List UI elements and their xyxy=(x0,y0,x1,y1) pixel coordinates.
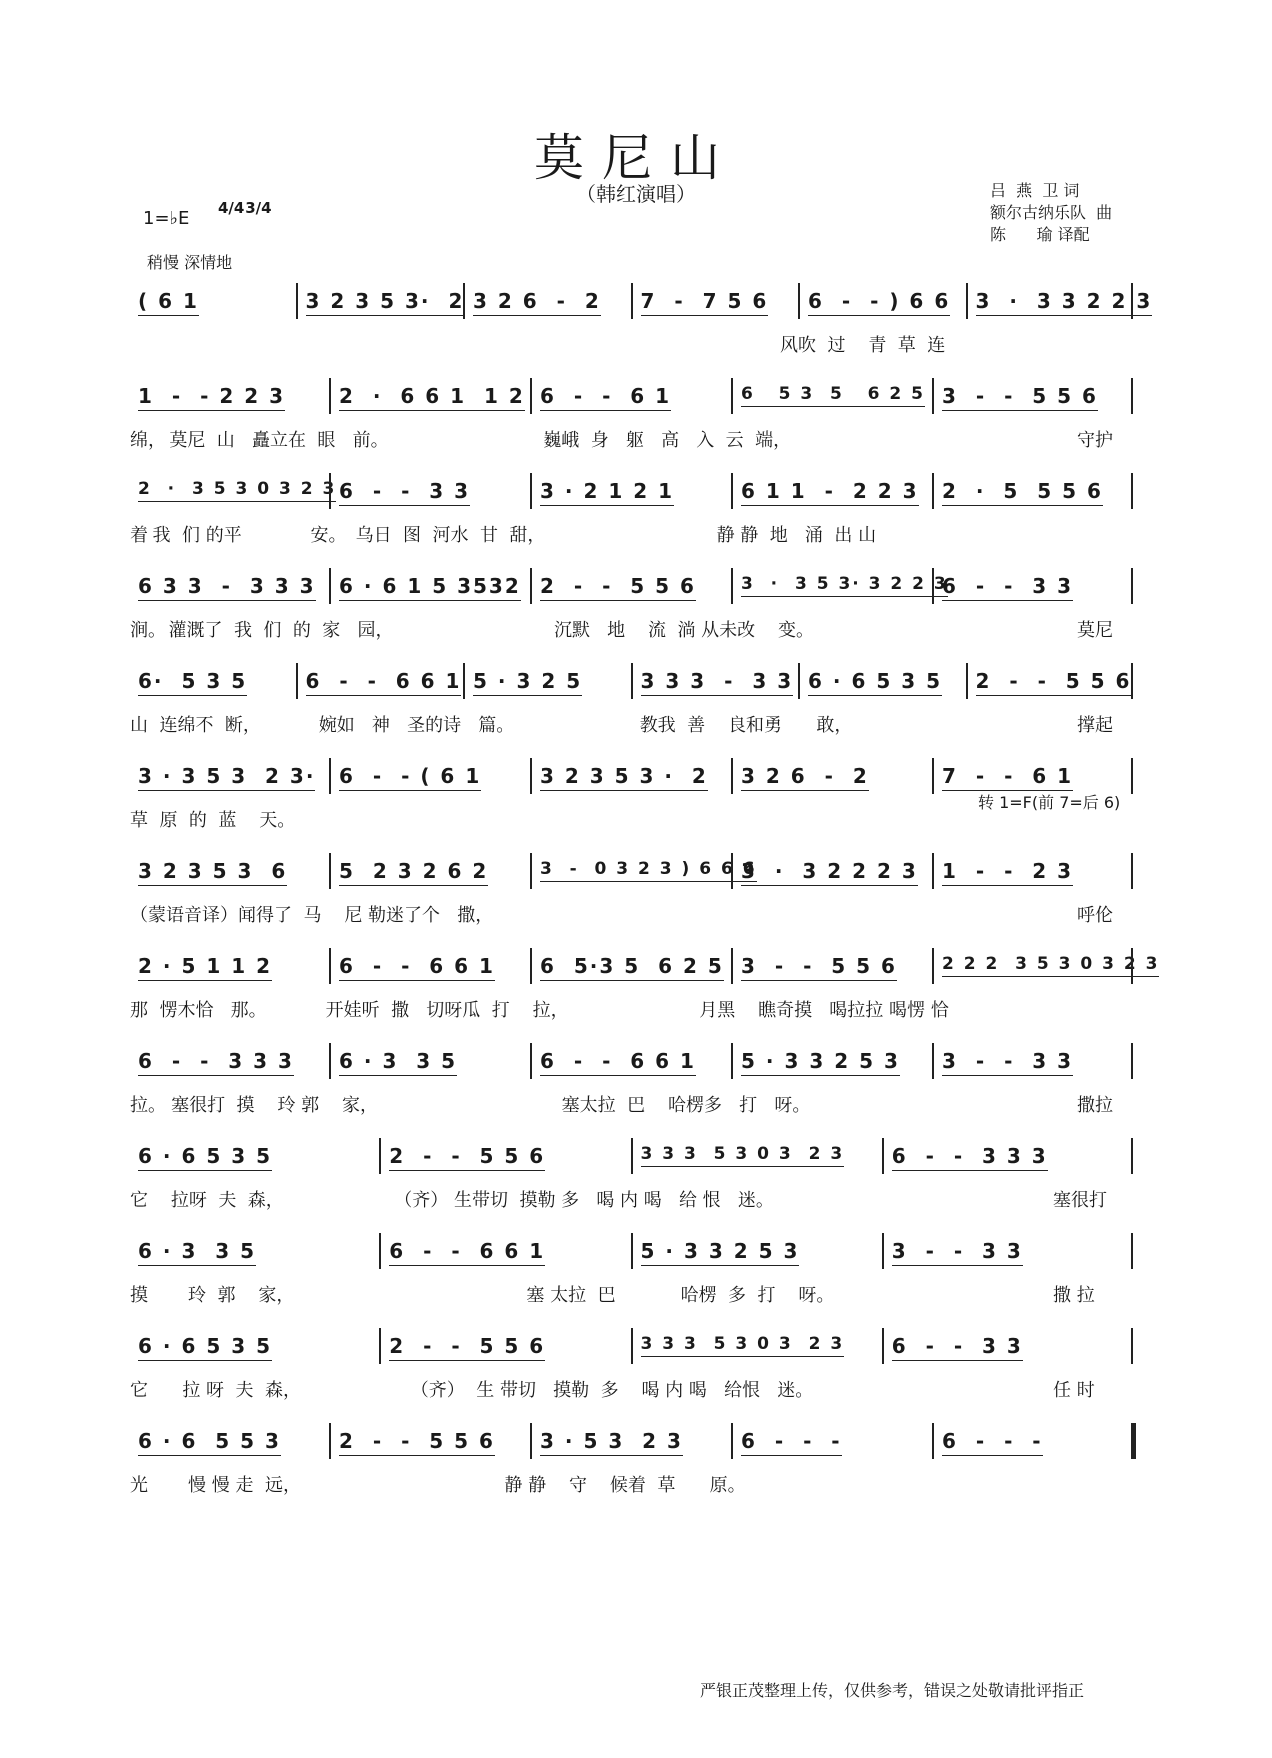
lyric-segment: 绵， xyxy=(130,430,166,451)
measure: 6 · 6 5 3 5 xyxy=(138,1144,272,1171)
measure: 6 · 3 3 5 xyxy=(138,1239,256,1266)
lyric-segment: 山 连绵不 断， xyxy=(130,715,261,736)
barline xyxy=(932,853,934,889)
measure: 3 2 3 5 3 · 2 xyxy=(540,764,708,791)
lyric-segment: 灌溉了 我 们 的 家 园， xyxy=(168,620,394,641)
lyric-segment: 撒 拉 xyxy=(1053,1285,1095,1306)
score-system xyxy=(130,473,1135,553)
barline xyxy=(530,473,532,509)
barline xyxy=(1131,473,1133,509)
modulation-marking: 转 1=F(前 7=后 6) xyxy=(978,793,1121,812)
lyric-segment: （蒙语音译）闻得了 马 尼 勒迷了个 撒， xyxy=(130,905,494,926)
barline xyxy=(731,853,733,889)
measure: 3 3 3 5 3 0 3 2 3 xyxy=(641,1144,845,1167)
time-signature-2: 3/4 xyxy=(245,199,272,217)
lyrics-row xyxy=(130,426,1135,452)
measure: 6 · 3 3 5 xyxy=(339,1049,457,1076)
measure: 3 - - 5 5 6 xyxy=(942,384,1098,411)
measure: 6 5·3 5 6 2 5 xyxy=(540,954,724,981)
barline xyxy=(731,378,733,414)
measure: 6 - - - xyxy=(942,1429,1043,1456)
barline xyxy=(882,1328,884,1364)
barline xyxy=(530,1423,532,1459)
notes-row xyxy=(130,1328,1135,1366)
notes-row xyxy=(130,1138,1135,1176)
measure: 5 · 3 3 2 5 3 xyxy=(741,1049,900,1076)
credits xyxy=(990,180,1112,246)
measure: 3 - - 3 3 xyxy=(942,1049,1073,1076)
barline xyxy=(966,283,968,319)
measure: 6 - - 3 3 3 xyxy=(892,1144,1048,1171)
measure: 6 - - ) 6 6 xyxy=(808,289,950,316)
barline xyxy=(731,568,733,604)
notes-row xyxy=(130,853,1135,891)
barline xyxy=(379,1138,381,1174)
barline xyxy=(631,1138,633,1174)
measure: 6 · 6 1 5 3532 xyxy=(339,574,521,601)
barline xyxy=(329,1043,331,1079)
measure: 7 - 7 5 6 xyxy=(641,289,769,316)
lyrics-row xyxy=(130,521,1135,547)
notes-row xyxy=(130,1233,1135,1271)
barline xyxy=(1131,1423,1136,1459)
measure: 2 · 5 1 1 2 xyxy=(138,954,272,981)
measure: 2 - - 5 5 6 xyxy=(540,574,696,601)
barline xyxy=(530,378,532,414)
lyric-segment: 安。 xyxy=(310,525,347,546)
barline xyxy=(329,473,331,509)
measure: 2 · 3 5 3 0 3 2 3 xyxy=(138,479,336,502)
measure: 6 · 6 5 3 5 xyxy=(138,1334,272,1361)
barline xyxy=(296,663,298,699)
barline xyxy=(1131,853,1133,889)
lyrics-row xyxy=(130,616,1135,642)
barline xyxy=(882,1138,884,1174)
barline xyxy=(530,568,532,604)
lyric-segment: 任 时 xyxy=(1053,1380,1095,1401)
score-system xyxy=(130,283,1153,363)
lyric-segment: 静 静 地 涌 出 山 xyxy=(716,525,877,546)
measure: 6 - - 3 3 3 xyxy=(138,1049,294,1076)
lyric-segment: 莫尼 xyxy=(1077,620,1113,641)
measure: 3 - - 3 3 xyxy=(892,1239,1023,1266)
measure: 6 - - 6 1 xyxy=(540,384,671,411)
notes-row xyxy=(130,568,1135,606)
score-system xyxy=(130,1233,1135,1313)
lyric-segment: 开娃听 撒 切呀瓜 打 拉， xyxy=(325,1000,569,1021)
lyric-segment: 沉默 地 流 淌 从未改 变。 xyxy=(553,620,815,641)
lyric-segment: 光 慢 慢 走 远， xyxy=(130,1475,301,1496)
lyric-segment: （齐） 生带切 摸勒 多 喝 内 喝 给 恨 迷。 xyxy=(394,1190,774,1211)
barline xyxy=(731,473,733,509)
measure: 6 5 3 5 6 2 5 xyxy=(741,384,925,407)
barline xyxy=(463,283,465,319)
notes-row xyxy=(130,948,1160,986)
lyric-segment: 摸 玲 郭 家， xyxy=(130,1285,295,1306)
barline xyxy=(329,758,331,794)
barline xyxy=(631,663,633,699)
barline xyxy=(882,1233,884,1269)
measure: 6 - - 3 3 xyxy=(942,574,1073,601)
barline xyxy=(329,853,331,889)
measure: 3 · 3 2 2 2 3 xyxy=(741,859,918,886)
barline xyxy=(329,568,331,604)
measure: 2 - - 5 5 6 xyxy=(389,1334,545,1361)
barline xyxy=(932,758,934,794)
measure: 3 2 6 - 2 xyxy=(473,289,601,316)
measure: 1 - - 2 2 3 xyxy=(138,384,285,411)
barline xyxy=(1131,1328,1133,1364)
barline xyxy=(731,1423,733,1459)
barline xyxy=(798,663,800,699)
barline xyxy=(932,1423,934,1459)
measure: 3 · 2 1 2 1 xyxy=(540,479,674,506)
song-subtitle: （韩红演唱） xyxy=(576,182,696,206)
song-title: 莫尼山 xyxy=(534,129,738,187)
credit-lyricist: 吕 燕 卫 词 xyxy=(990,181,1080,200)
lyric-segment: 守护 xyxy=(1077,430,1113,451)
lyric-segment: 塞 太拉 巴 xyxy=(526,1285,616,1306)
measure: ( 6 1 xyxy=(138,289,199,316)
measure: 3 · 3 3 2 2 3 xyxy=(976,289,1153,316)
measure: 5 · 3 2 5 xyxy=(473,669,582,696)
measure: 2 2 2 3 5 3 0 3 2 3 xyxy=(942,954,1159,977)
lyrics-row xyxy=(130,331,1135,357)
measure: 6 1 1 - 2 2 3 xyxy=(741,479,919,506)
barline xyxy=(1131,568,1133,604)
barline xyxy=(631,1328,633,1364)
barline xyxy=(1131,758,1133,794)
measure: 6 - - ( 6 1 xyxy=(339,764,481,791)
score-system xyxy=(130,1138,1135,1218)
key-signature: 1=♭E xyxy=(143,208,190,229)
score-system xyxy=(130,663,1135,743)
measure: 7 - - 6 1 xyxy=(942,764,1073,791)
measure: 3 2 6 - 2 xyxy=(741,764,869,791)
lyric-segment: 乌日 图 河水 甘 甜， xyxy=(355,525,546,546)
barline xyxy=(932,378,934,414)
lyric-segment: 涧。 xyxy=(130,620,166,641)
lyric-segment: 婉如 神 圣的诗 篇。 xyxy=(318,715,515,736)
lyric-segment: 我 们 的平 xyxy=(152,525,242,546)
measure: 6 - - 6 6 1 xyxy=(306,669,462,696)
measure: 6 - - 6 6 1 xyxy=(389,1239,545,1266)
tempo-marking: 稍慢 深情地 xyxy=(147,253,233,272)
barline xyxy=(530,948,532,984)
barline xyxy=(966,663,968,699)
lyric-segment: 巍峨 身 躯 高 入 云 端， xyxy=(543,430,792,451)
barline xyxy=(932,948,934,984)
lyric-segment: 塞很打 xyxy=(1053,1190,1107,1211)
lyric-segment: 风吹 过 青 草 连 xyxy=(780,335,946,356)
lyric-segment: 月黑 瞧奇摸 喝拉拉 喝愣 恰 xyxy=(699,1000,949,1021)
barline xyxy=(1131,1043,1133,1079)
lyric-segment: 哈楞 多 打 呀。 xyxy=(680,1285,835,1306)
measure: 3 3 3 5 3 0 3 2 3 xyxy=(641,1334,845,1357)
lyric-segment: （齐） 生 带切 摸勒 多 喝 内 喝 给恨 迷。 xyxy=(410,1380,814,1401)
barline xyxy=(530,1043,532,1079)
lyrics-row xyxy=(130,1376,1135,1402)
barline xyxy=(1131,1138,1133,1174)
barline xyxy=(463,663,465,699)
barline xyxy=(932,568,934,604)
score-system xyxy=(130,1043,1135,1123)
credit-composer: 额尔古纳乐队 曲 xyxy=(990,203,1113,222)
measure: 3 · 5 3 2 3 xyxy=(540,1429,683,1456)
measure: 6 · 6 5 5 3 xyxy=(138,1429,281,1456)
lyrics-row xyxy=(130,1471,1135,1497)
barline xyxy=(329,378,331,414)
measure: 6· 5 3 5 xyxy=(138,669,247,696)
notes-row xyxy=(130,663,1135,701)
barline xyxy=(329,948,331,984)
lyric-segment: 呼伦 xyxy=(1077,905,1113,926)
time-signature-1: 4/4 xyxy=(218,199,245,217)
lyric-segment: 它 拉呀 夫 森， xyxy=(130,1190,284,1211)
measure: 2 - - 5 5 6 xyxy=(339,1429,495,1456)
barline xyxy=(1131,283,1133,319)
lyric-segment: 塞太拉 巴 哈楞多 打 呀。 xyxy=(561,1095,811,1116)
measure: 3 2 3 5 3 6 xyxy=(138,859,287,886)
measure: 3 · 3 5 3· 3 2 2 3 xyxy=(741,574,948,597)
score-system xyxy=(130,948,1160,1028)
lyric-segment: 它 拉 呀 夫 森， xyxy=(130,1380,301,1401)
lyric-segment: 教我 善 良和勇 敢， xyxy=(639,715,853,736)
lyric-segment: 塞很打 摸 玲 郭 家， xyxy=(171,1095,379,1116)
barline xyxy=(731,1043,733,1079)
barline xyxy=(296,283,298,319)
measure: 6 - - - xyxy=(741,1429,842,1456)
measure: 1 - - 2 3 xyxy=(942,859,1073,886)
lyric-segment: 那 愣木恰 那。 xyxy=(130,1000,267,1021)
measure: 2 · 6 6 1 1 2 xyxy=(339,384,525,411)
measure: 3 2 3 5 3· 2 xyxy=(306,289,465,316)
measure: 2 - - 5 5 6 xyxy=(389,1144,545,1171)
notes-row xyxy=(130,378,1135,416)
measure: 3 · 3 5 3 2 3· xyxy=(138,764,315,791)
barline xyxy=(932,1043,934,1079)
lyric-segment: 撑起 xyxy=(1077,715,1113,736)
barline xyxy=(932,473,934,509)
score-system xyxy=(130,1328,1135,1408)
lyrics-row xyxy=(130,1186,1135,1212)
score-system xyxy=(130,568,1135,648)
barline xyxy=(1131,378,1133,414)
measure: 5 · 3 3 2 5 3 xyxy=(641,1239,800,1266)
time-signature xyxy=(218,199,272,217)
notes-row xyxy=(130,1043,1135,1081)
footer-note: 严银正茂整理上传，仅供参考，错误之处敬请批评指正 xyxy=(700,1681,1085,1700)
lyric-segment: 撒拉 xyxy=(1077,1095,1113,1116)
lyrics-row xyxy=(130,996,1135,1022)
barline xyxy=(631,1233,633,1269)
lyrics-row xyxy=(130,1091,1135,1117)
lyric-segment: 拉。 xyxy=(130,1095,166,1116)
notes-row xyxy=(130,473,1135,511)
barline xyxy=(731,758,733,794)
barline xyxy=(631,283,633,319)
score-system xyxy=(130,378,1135,458)
barline xyxy=(379,1328,381,1364)
lyrics-row xyxy=(130,711,1135,737)
notes-row xyxy=(130,1423,1135,1461)
score-system xyxy=(130,853,1135,933)
lyric-segment: 草 原 的 蓝 天。 xyxy=(130,810,296,831)
credit-translator: 陈 瑜 译配 xyxy=(990,225,1090,244)
barline xyxy=(379,1233,381,1269)
measure: 6 - - 3 3 xyxy=(892,1334,1023,1361)
measure: 6 - - 3 3 xyxy=(339,479,470,506)
lyrics-row xyxy=(130,901,1135,927)
measure: 6 3 3 - 3 3 3 xyxy=(138,574,316,601)
measure: 6 - - 6 6 1 xyxy=(339,954,495,981)
measure: 2 · 5 5 5 6 xyxy=(942,479,1103,506)
lyric-segment: 莫尼 山 矗立在 眼 前。 xyxy=(169,430,389,451)
lyric-segment: 着 xyxy=(130,525,148,546)
lyric-segment: 静 静 守 候着 草 原。 xyxy=(504,1475,746,1496)
barline xyxy=(530,853,532,889)
measure: 2 - - 5 5 6 xyxy=(976,669,1132,696)
notes-row xyxy=(130,283,1153,321)
barline xyxy=(798,283,800,319)
barline xyxy=(1131,1233,1133,1269)
barline xyxy=(731,948,733,984)
measure: 3 3 3 - 3 3 xyxy=(641,669,794,696)
barline xyxy=(1131,663,1133,699)
barline xyxy=(1131,948,1133,984)
measure: 6 - - 6 6 1 xyxy=(540,1049,696,1076)
measure: 3 - - 5 5 6 xyxy=(741,954,897,981)
score-system xyxy=(130,1423,1135,1503)
measure: 3 - 0 3 2 3 ) 6 6 6 xyxy=(540,859,757,882)
barline xyxy=(530,758,532,794)
barline xyxy=(329,1423,331,1459)
measure: 5 2 3 2 6 2 xyxy=(339,859,488,886)
lyrics-row xyxy=(130,1281,1135,1307)
measure: 6 · 6 5 3 5 xyxy=(808,669,942,696)
